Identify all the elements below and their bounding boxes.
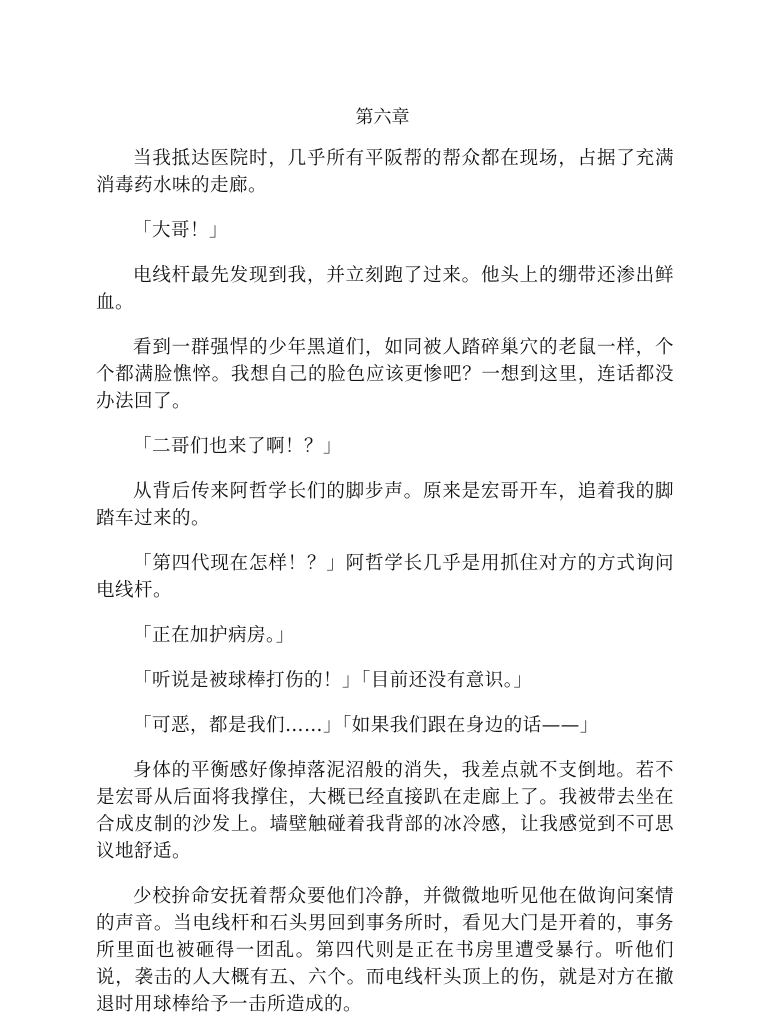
chapter-title: 第六章: [355, 107, 410, 128]
paragraph: 少校拚命安抚着帮众要他们冷静，并微微地听见他在做询问案情的声音。当电线杆和石头男回到事务所时，看见大门是开着的，事务所里面也被砸得一团乱。第四代则是正在书房里遭受暴行。听他们说，袭击的人大概有五、六个。而电线杆头顶上的伤，就是对方在撤退时用球棒给予一击所造成的。: [96, 886, 674, 1015]
paragraph: 「第四代现在怎样！？」阿哲学长几乎是用抓住对方的方式询问电线杆。: [96, 553, 674, 601]
paragraph: 当我抵达医院时，几乎所有平阪帮的帮众都在现场，占据了充满消毒药水味的走廊。: [96, 148, 674, 196]
paragraph: 从背后传来阿哲学长们的脚步声。原来是宏哥开车，追着我的脚踏车过来的。: [96, 481, 674, 529]
chapter-body: [96, 145, 674, 1036]
paragraph: 电线杆最先发现到我，并立刻跑了过来。他头上的绷带还渗出鲜血。: [96, 265, 674, 313]
paragraph: 身体的平衡感好像掉落泥沼般的消失，我差点就不支倒地。若不是宏哥从后面将我撑住，大概已经直接趴在走廊上了。我被带去坐在合成皮制的沙发上。墙壁触碰着我背部的冰冷感，让我感觉到不可思议地舒适。: [96, 760, 674, 862]
paragraph: 「正在加护病房。」: [133, 625, 295, 646]
paragraph: 看到一群强悍的少年黑道们，如同被人踏碎巢穴的老鼠一样，个个都满脸憔悴。我想自己的脸色应该更惨吧？一想到这里，连话都没办法回了。: [96, 337, 674, 412]
paragraph: 「可恶，都是我们……」「如果我们跟在身边的话——」: [133, 715, 599, 736]
paragraph: 「听说是被球棒打伤的！」「目前还没有意识。」: [133, 670, 533, 691]
paragraph: 「二哥们也来了啊！？」: [133, 436, 343, 457]
paragraph: 「大哥！」: [133, 220, 229, 241]
